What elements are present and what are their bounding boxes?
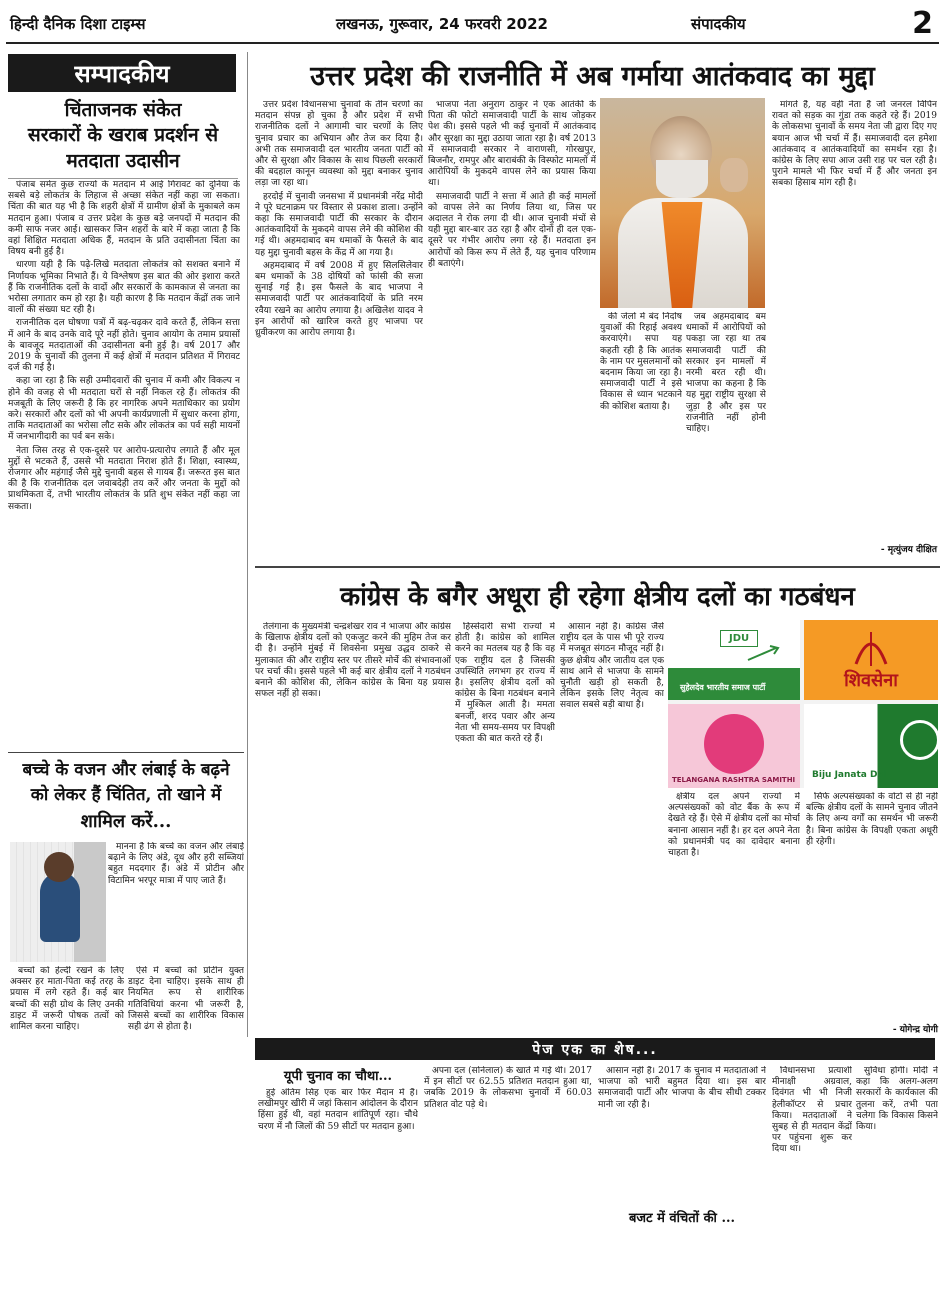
health-column-2 <box>10 966 124 1288</box>
editorial-paragraph: राजनीतिक दल घोषणा पत्रों में बढ़-चढ़कर दावे करते हैं, लेकिन सत्ता में आने के बाद उनके वादे पूरे नहीं होते। चुनाव आयोग के तमाम प्रयासों के बावजूद मतदाताओं की उदासीनता बनी हुई है। वर्ष 2017 और 2019 के चुनावों की तुलना में कई क्षेत्रों में मतदान प्रतिशत में गिरावट दर्ज की गई है। <box>8 318 240 374</box>
photo-figure-hand <box>720 158 748 192</box>
continued-paragraph: आसान नहीं है। 2017 के चुनाव में मतदाताओं ने भाजपा को भारी बहुमत दिया था। इस बार समाजवादी पार्टी और भाजपा के बीच सीधी टक्कर मानी जा रही है। <box>598 1066 766 1110</box>
continued-column-5 <box>856 1066 938 1288</box>
conch-icon <box>900 720 940 760</box>
second-column-2 <box>455 622 555 1034</box>
jdu-logo <box>668 620 800 700</box>
section-divider <box>255 566 940 568</box>
bjd-logo-text: Biju Janata Dal <box>812 770 887 780</box>
budget-headline: बजट में वंचितों की ... <box>628 1211 736 1226</box>
shivsena-logo <box>804 620 938 700</box>
lead-column-4 <box>686 312 766 552</box>
party-logos-image <box>668 620 938 788</box>
continued-paragraph: अपना दल (सोनेलाल) के खाते में गई थी। 2017 में इन सीटों पर 62.55 प्रतिशत मतदान हुआ था, जबकि 2019 के लोकसभा चुनावों में 60.03 प्रतिशत वोट पड़े थे। <box>424 1066 592 1110</box>
second-headline: कांग्रेस के बगैर अधूरा ही रहेगा क्षेत्रीय दलों का गठबंधन <box>340 582 855 612</box>
second-paragraph: तेलंगाना के मुख्यमंत्री चन्द्रशेखर राव ने भाजपा और कांग्रेस के खिलाफ क्षेत्रीय दलों को एकजुट करने की मुहिम तेज कर दी है। उन्होंने मुंबई में शिवसेना प्रमुख उद्धव ठाकरे से मुलाकात की और राष्ट्रीय स्तर पर तीसरे मोर्चे की संभावनाओं पर चर्चा की। इससे पहले भी कई बार क्षेत्रीय दलों ने गठबंधन बनाने की कोशिश की, लेकिन कांग्रेस के बिना यह प्रयास सफल नहीं हो सका। <box>255 622 451 700</box>
editorial-body <box>8 180 240 748</box>
second-column-5 <box>806 792 938 1020</box>
second-column-4 <box>668 792 800 1034</box>
newspaper-name: हिन्दी दैनिक दिशा टाइम्स <box>10 15 146 33</box>
health-column-1 <box>108 842 244 962</box>
bjd-logo <box>804 704 938 788</box>
lead-byline: - मृत्युंजय दीक्षित <box>880 545 937 555</box>
lead-paragraph: भाजपा नेता अनुराग ठाकुर ने एक आतंकी के पिता की फोटो समाजवादी पार्टी के साथ जोड़कर पेश की। इससे पहले भी कई चुनावों में आतंकवाद और सुरक्षा का मुद्दा उठाया जाता रहा है। वर्ष 2013 में समाजवादी सरकार ने वाराणसी, गोरखपुर, बिजनौर, रामपुर और बाराबंकी के विस्फोट मामलों में आरोपियों के मुकदमे वापस लेने का प्रयास किया था। <box>428 100 596 189</box>
continued-column-1 <box>258 1088 418 1288</box>
up-election-headline: यूपी चुनाव का चौथा... <box>283 1069 393 1084</box>
health-paragraph: बच्चों को हेल्दी रखने के लिए अक्सर हर माता-पिता कई तरह के प्रयास में लगे रहते हैं। कई बार बच्चों की सही ग्रोथ के लिए उनकी डाइट में जरूरी पोषक तत्वों को शामिल करना चाहिए। <box>10 966 124 1033</box>
lead-paragraph: समाजवादी पार्टी ने सत्ता में आते ही कई मामलों को वापस लेने का निर्णय लिया था, जिस पर अदालत ने रोक लगा दी थी। आज चुनावी मंचों से यही मुद्दा बार-बार उठ रहा है और दोनों ही दल एक-दूसरे पर गंभीर आरोप लगा रहे हैं। मतदाता इन आरोपों को किस रूप में लेते हैं, यह चुनाव परिणाम ही बताएंगे। <box>428 191 596 269</box>
lead-photo <box>600 98 765 308</box>
section-divider <box>8 752 244 753</box>
lead-paragraph: हरदोई में चुनावी जनसभा में प्रधानमंत्री नरेंद्र मोदी ने पूरे घटनाक्रम पर विस्तार से प्रकाश डाला। उन्होंने कहा कि समाजवादी पार्टी की सरकार के दौरान आतंकवादियों के मुकदमे वापस लेने की कोशिश की गई थी। अहमदाबाद बम धमाकों के फैसले के बाद यह मुद्दा चुनावी बहस के केंद्र में आ गया है। <box>255 191 423 258</box>
photo-child-head <box>44 852 74 882</box>
health-paragraph: मानना है कि बच्चे का वजन और लंबाई बढ़ाने के लिए अंडे, दूध और हरी सब्जियां बहुत मददगार हैं। अंडे में प्रोटीन और विटामिन भरपूर मात्रा में पाए जाते हैं। <box>108 842 244 886</box>
second-paragraph: हिस्सेदारी सभी राज्यों में होती है। कांग्रेस को शामिल करने का मतलब यह है कि वह एक राष्ट्रीय दल है जिसकी उपस्थिति लगभग हर राज्य में है। इसलिए क्षेत्रीय दलों को कांग्रेस के बिना गठबंधन बनाने में मुश्किल आती है। ममता बनर्जी, शरद पवार और अन्य नेता भी समय-समय पर विपक्षी एकता की बात करते रहे हैं। <box>455 622 555 745</box>
page-number: 2 <box>912 6 933 41</box>
editorial-paragraph: नेता जिस तरह से एक-दूसरे पर आरोप-प्रत्यारोप लगाते हैं और मूल मुद्दों से भटकते हैं, उससे भी मतदाता निराश होते हैं। शिक्षा, स्वास्थ्य, रोजगार और महंगाई जैसे मुद्दे चुनावी बहस से गायब हैं। जरूरत इस बात की है कि राजनीतिक दल जवाबदेही तय करें और जनता के मुद्दों को प्राथमिकता दें, तभी भारतीय लोकतंत्र के प्रति शुभ संकेत नहीं कहा जा सकता। <box>8 445 240 512</box>
health-paragraph: ऐसे में बच्चों को प्रोटीन युक्त डाइट देना चाहिए। इसके साथ ही नियमित रूप से शारीरिक गतिविधियां करना भी जरूरी है, जिससे बच्चों का शारीरिक विकास सही ढंग से होता है। <box>128 966 244 1033</box>
lead-column-3 <box>600 312 682 552</box>
health-title-line-2: को लेकर हैं चिंतित, तो खाने में <box>30 785 222 805</box>
lead-paragraph: की जेलों में बंद निर्दोष युवाओं की रिहाई अवश्य करवाएंगे। सपा यह कहती रही है कि आतंक के नाम पर मुसलमानों को बदनाम किया जा रहा है। समाजवादी पार्टी ने इसे विकास से ध्यान भटकाने की कोशिश बताया है। <box>600 312 682 412</box>
dateline: लखनऊ, गुरूवार, 24 फरवरी 2022 <box>336 15 548 33</box>
health-headline <box>8 758 244 836</box>
editorial-paragraph: धारणा यही है कि पढ़े-लिखे मतदाता लोकतंत्र को सशक्त बनाने में निर्णायक भूमिका निभाते हैं। ये विश्लेषण इस बात की ओर इशारा करते हैं कि राजनीतिक दलों के वादों और सरकारों के कामकाज से जनता का भरोसा लगातार कम हो रहा है। यही कारण है कि मतदान केंद्रों तक जाने वालों की संख्या घट रही है। <box>8 260 240 316</box>
continued-column-3 <box>598 1066 766 1206</box>
editorial-title-line-1: सरकारों के खराब प्रदर्शन से <box>27 124 219 146</box>
editorial-paragraph: पंजाब समेत कुछ राज्यों के मतदान में आई गिरावट को दुनिया के सबसे बड़े लोकतंत्र के लिहाज से अच्छा संकेत नहीं कहा जा सकता। चिंता की बात यह भी है कि शहरी क्षेत्रों में ग्रामीण क्षेत्रों के मुकाबले कम मतदान हुआ। पंजाब व उत्तर प्रदेश के कुछ बड़े जनपदों में मतदान की कमी साफ नजर आई। खासकर जिन शहरों के बारे में कहा जाता है कि वहां शिक्षित मतदाता अधिक हैं, मतदान के प्रति उदासीनता चिंता का विषय बनी हुई है। <box>8 180 240 258</box>
editorial-headline <box>8 98 238 179</box>
continued-column-2 <box>424 1066 592 1288</box>
continued-paragraph: हुई अंतिम सिंह एक बार फिर मैदान में हैं। लखीमपुर खीरी में जहां किसान आंदोलन के दौरान हिंसा हुई थी, वहां मतदान शांतिपूर्ण रहा। चौथे चरण में नौ जिलों की 59 सीटों पर मतदान हुआ। <box>258 1088 418 1132</box>
shivsena-logo-text: शिवसेना <box>844 670 898 691</box>
second-paragraph: सिर्फ अल्पसंख्यकों के वोटों से ही नहीं बल्कि क्षेत्रीय दलों के सामने चुनाव जीतने के लिए अन्य वर्गों का समर्थन भी जरूरी है। बिना कांग्रेस के विपक्षी एकता अधूरी ही रहेगी। <box>806 792 938 847</box>
trs-logo-text: TELANGANA RASHTRA SAMITHI <box>672 776 796 784</box>
second-paragraph: आसान नहीं है। कांग्रेस जैसे राष्ट्रीय दल के पास भी पूरे राज्य में मजबूत संगठन मौजूद नहीं है। कुछ क्षेत्रीय और जातीय दल एक साथ आने से भाजपा के सामने चुनौती खड़ी हो सकती है, लेकिन इसके लिए नेतृत्व का सवाल सबसे बड़ी बाधा है। <box>560 622 664 711</box>
arrow-icon <box>746 644 786 664</box>
second-byline: - योगेन्द्र योगी <box>892 1025 938 1035</box>
lead-paragraph: जब अहमदाबाद बम धमाकों में आरोपियों को पकड़ा जा रहा था तब समाजवादी पार्टी की सरकार इन मामलों में नरमी बरत रही थी। भाजपा का कहना है कि यह मुद्दा राष्ट्रीय सुरक्षा से जुड़ा है और इस पर राजनीति नहीं होनी चाहिए। <box>686 312 766 435</box>
lead-headline: उत्तर प्रदेश की राजनीति में अब गर्माया आतंकवाद का मुद्दा <box>310 60 875 92</box>
second-column-1 <box>255 622 451 1034</box>
section-label: संपादकीय <box>691 15 746 33</box>
column-divider <box>247 52 248 1037</box>
editorial-paragraph: कहा जा रहा है कि सही उम्मीदवारों की चुनाव में कमी और विकल्प न होने की वजह से भी मतदाता घरों से नहीं निकल रहे हैं। लोकतंत्र की मजबूती के लिए जरूरी है कि हर नागरिक अपने मताधिकार का प्रयोग करे। सरकारों और दलों को भी अपनी कार्यप्रणाली में सुधार करना होगा, ताकि मतदाताओं का भरोसा लौट सके और लोकतंत्र का पर्व सही मायनों में जनभागीदारी का पर्व बन सके। <box>8 376 240 443</box>
lead-column-5 <box>772 100 937 540</box>
lead-paragraph: उत्तर प्रदेश विधानसभा चुनावों के तीन चरणों का मतदान संपन्न हो चुका है और प्रदेश में सभी राजनीतिक दलों ने आगामी चार चरणों के लिए चुनाव प्रचार का अभियान और तेज कर दिया है। अभी तक समाजवादी दल भारतीय जनता पार्टी को और से सुरक्षा और विकास के साथ पिछली सरकारों की बदहाल कानून व्यवस्था को मुद्दा बनाकर चुनाव लड़ा जा रहा था। <box>255 100 423 189</box>
masthead <box>6 6 939 44</box>
editorial-title-line-2: मतदाता उदासीन <box>8 148 238 179</box>
page-one-continued-strip: पेज एक का शेष... <box>255 1038 935 1060</box>
trs-logo <box>668 704 800 788</box>
photo-child-body <box>40 872 80 942</box>
editorial-section-box: सम्पादकीय <box>8 54 236 92</box>
car-icon <box>704 714 764 774</box>
health-title-line-1: बच्चे के वजन और लंबाई के बढ़ने <box>22 760 230 780</box>
lead-paragraph: अहमदाबाद में वर्ष 2008 में हुए सिलसिलेवार बम धमाकों के 38 दोषियों को फांसी की सजा सुनाई गई है। इस फैसले के बाद भाजपा ने समाजवादी पार्टी पर आतंकवादियों के प्रति नरम रवैया रखने का आरोप लगाया है। अखिलेश यादव ने इन आरोपों को खारिज करते हुए भाजपा पर ध्रुवीकरण का आरोप लगाया है। <box>255 260 423 339</box>
second-paragraph: क्षेत्रीय दल अपने राज्यों में अल्पसंख्यकों को वोट बैंक के रूप में देखते रहे हैं। ऐसे में क्षेत्रीय दलों का मोर्चा बनाना आसान नहीं है। हर दल अपने नेता को प्रधानमंत्री पद का दावेदार बनाना चाहता है। <box>668 792 800 859</box>
second-column-3 <box>560 622 664 1034</box>
jdu-logo-text: JDU <box>720 630 758 647</box>
lead-column-1 <box>255 100 423 552</box>
editorial-kicker: चिंताजनक संकेत <box>64 99 182 121</box>
health-title-line-3: शामिल करें... <box>80 811 172 832</box>
health-photo <box>10 842 106 962</box>
bow-arrow-icon <box>848 628 894 668</box>
sbs-logo-text: सुहेलदेव भारतीय समाज पार्टी <box>680 683 766 692</box>
lead-paragraph: मांगते हैं, यह वहीं नेता हैं जो जनरल विपिन रावत को सड़क का गुंडा तक कहते रहे हैं। 2019 के लोकसभा चुनावों के समय नेता जी द्वारा दिए गए बयान आज भी चर्चा में हैं। समाजवादी दल हमेशा आतंकवाद व आतंकवादियों का समर्थन रहा है। कांग्रेस के लिए सपा आज उसी राह पर चल रही है। पुराने मामले भी फिर चर्चा में हैं और जनता इन सबका हिसाब मांग रही है। <box>772 100 937 189</box>
continued-paragraph: विधानसभा प्रत्याशी मीनाक्षी अग्रवाल, दिवंगत भी भी निजी हेलीकॉप्टर से प्रचार किया। मतदाताओं ने सुबह से ही मतदान केंद्रों पर पहुंचना शुरू कर दिया था। <box>772 1066 852 1155</box>
continued-column-4 <box>772 1066 852 1288</box>
photo-figure-beard <box>656 160 708 198</box>
continued-paragraph: सुविधा होगी। मोदी ने कहा कि अलग-अलग सरकारों के कार्यकाल की तुलना करें, तभी पता चलेगा कि विकास किसने किया। <box>856 1066 938 1133</box>
health-column-3 <box>128 966 244 1288</box>
lead-column-2 <box>428 100 596 552</box>
